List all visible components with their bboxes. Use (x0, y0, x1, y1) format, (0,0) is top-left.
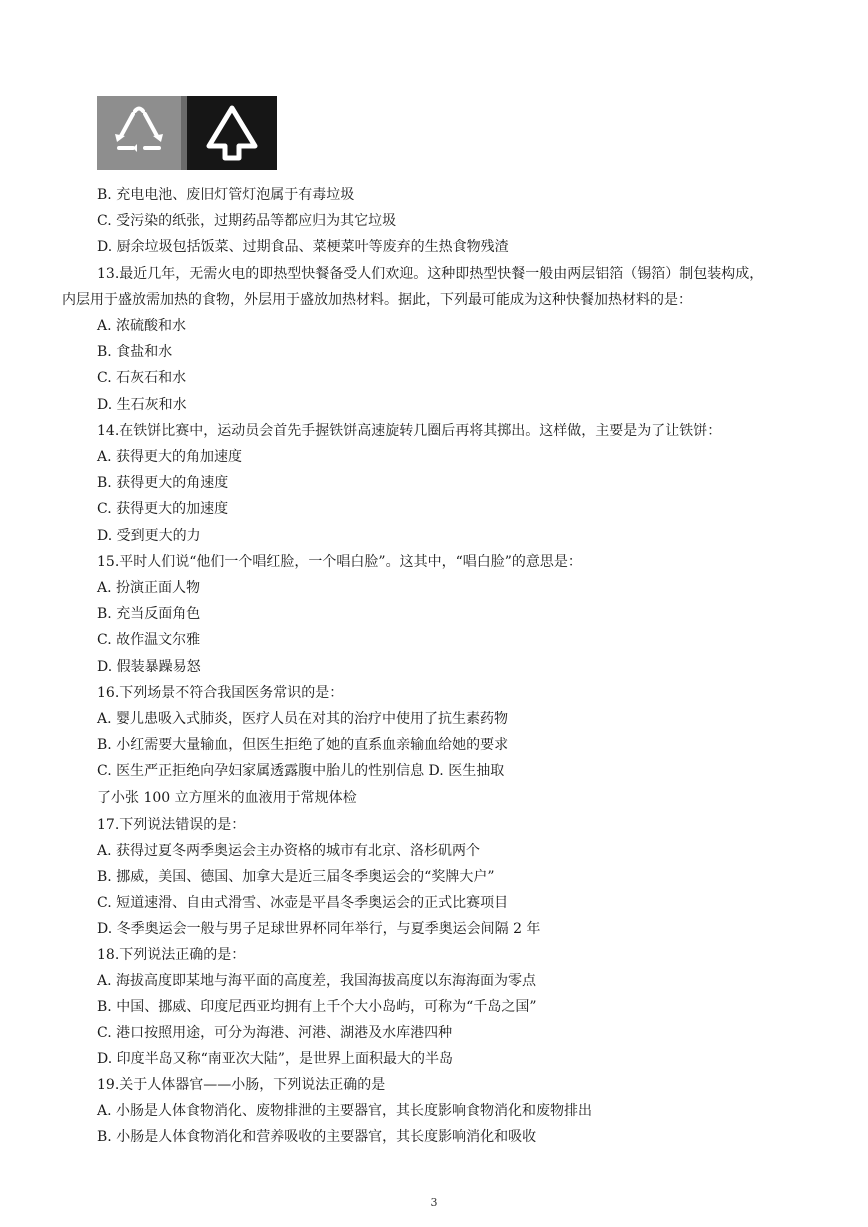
option-16b: B. 小红需要大量输血，但医生拒绝了她的直系血亲输血给她的要求 (97, 737, 509, 753)
question-14: 14.在铁饼比赛中，运动员会首先手握铁饼高速旋转几圈后再将其掷出。这样做，主要是为了让铁饼： (97, 423, 722, 439)
page-number: 3 (430, 1196, 438, 1209)
option-19a: A. 小肠是人体食物消化、废物排泄的主要器官，其长度影响食物消化和废物排出 (97, 1103, 593, 1119)
option-12b: B. 充电电池、废旧灯管灯泡属于有毒垃圾 (97, 187, 355, 203)
option-17a: A. 获得过夏冬两季奥运会主办资格的城市有北京、洛杉矶两个 (97, 843, 481, 859)
option-15d: D. 假装暴躁易怒 (97, 659, 201, 675)
question-19: 19.关于人体器官——小肠，下列说法正确的是 (97, 1077, 386, 1093)
option-15c: C. 故作温文尔雅 (97, 632, 201, 648)
tree-icon (187, 96, 277, 170)
option-16c-16d: C. 医生严正拒绝向孕妇家属透露腹中胎儿的性别信息 D. 医生抽取 (97, 763, 505, 779)
option-13a: A. 浓硫酸和水 (97, 318, 187, 334)
option-13b: B. 食盐和水 (97, 344, 173, 360)
option-15b: B. 充当反面角色 (97, 606, 201, 622)
option-14b: B. 获得更大的角速度 (97, 475, 229, 491)
option-15a: A. 扮演正面人物 (97, 580, 201, 596)
question-17: 17.下列说法错误的是： (97, 817, 246, 833)
option-18c: C. 港口按照用途，可分为海港、河港、湖港及水库港四种 (97, 1025, 453, 1041)
option-16a: A. 婴儿患吸入式肺炎，医疗人员在对其的治疗中使用了抗生素药物 (97, 711, 509, 727)
option-17b: B. 挪威，美国、德国、加拿大是近三届冬季奥运会的“奖牌大户” (97, 869, 495, 885)
option-12d: D. 厨余垃圾包括饭菜、过期食品、菜梗菜叶等废弃的生热食物残渣 (97, 239, 509, 255)
option-17c: C. 短道速滑、自由式滑雪、冰壶是平昌冬季奥运会的正式比赛项目 (97, 895, 509, 911)
option-12c: C. 受污染的纸张，过期药品等都应归为其它垃圾 (97, 213, 397, 229)
option-18b: B. 中国、挪威、印度尼西亚均拥有上千个大小岛屿，可称为“千岛之国” (97, 999, 537, 1015)
option-13d: D. 生石灰和水 (97, 397, 187, 413)
question-18: 18.下列说法正确的是： (97, 947, 246, 963)
question-13: 13.最近几年，无需火电的即热型快餐备受人们欢迎。这种即热型快餐一般由两层铝箔（锡箔）制包装构成， (97, 266, 764, 282)
question-16: 16.下列场景不符合我国医务常识的是： (97, 685, 344, 701)
garbage-sign-icons (97, 96, 277, 170)
option-14d: D. 受到更大的力 (97, 528, 201, 544)
option-16d-cont: 了小张 100 立方厘米的血液用于常规体检 (97, 790, 357, 806)
recycle-triangle-icon (97, 96, 181, 170)
question-13-cont: 内层用于盛放需加热的食物，外层用于盛放加热材料。据此，下列最可能成为这种快餐加热材料的是： (62, 292, 692, 308)
option-18d: D. 印度半岛又称“南亚次大陆”，是世界上面积最大的半岛 (97, 1051, 453, 1067)
option-18a: A. 海拔高度即某地与海平面的高度差，我国海拔高度以东海海面为零点 (97, 973, 537, 989)
option-19b: B. 小肠是人体食物消化和营养吸收的主要器官，其长度影响消化和吸收 (97, 1129, 537, 1145)
option-13c: C. 石灰石和水 (97, 370, 187, 386)
option-14a: A. 获得更大的角加速度 (97, 449, 243, 465)
option-17d: D. 冬季奥运会一般与男子足球世界杯同年举行，与夏季奥运会间隔 2 年 (97, 921, 541, 937)
question-15: 15.平时人们说“他们一个唱红脸，一个唱白脸”。这其中，“唱白脸”的意思是： (97, 554, 582, 570)
option-14c: C. 获得更大的加速度 (97, 501, 229, 517)
